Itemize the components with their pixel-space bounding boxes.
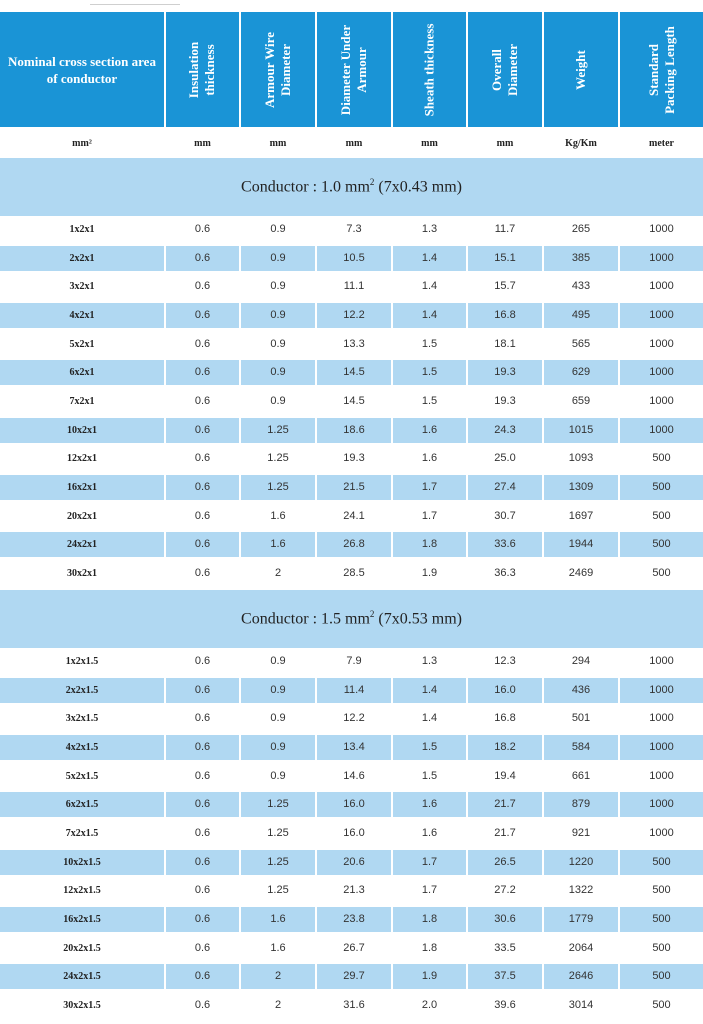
table-row [0,504,703,529]
cell-sheath: 1.4 [421,280,438,293]
cell-size: 16x2x1.5 [0,907,164,932]
cell-dia-under-armour: 13.3 [343,337,365,350]
header-sheath [393,12,466,127]
cell-armour-wire: 1.25 [267,452,289,465]
header-size-label: Nominal cross section area of conductor [8,53,156,86]
cell-insulation: 0.6 [166,964,239,989]
cell-armour-wire: 1.25 [267,884,289,897]
cell-size: 10x2x1 [0,418,164,443]
cell-packing-length: 500 [652,452,671,465]
cell-size: 4x2x1 [0,303,164,328]
unit-sheath: mm [421,138,438,149]
cell-overall-dia: 30.7 [494,509,516,522]
cell-dia-under-armour: 26.7 [343,941,365,954]
cell-insulation: 0.6 [194,769,211,782]
cell-overall-dia: 24.3 [468,418,542,443]
header-overall-dia-label: Overall Diameter [489,43,520,96]
table-row [0,850,703,875]
cell-dia-under-armour: 12.2 [317,303,391,328]
header-size [0,12,164,127]
cell-size: 30x2x1 [67,567,97,579]
header-sheath-label: Sheath thickness [421,23,437,116]
cell-insulation: 0.6 [194,394,211,407]
cell-packing-length: 1000 [620,792,703,817]
cell-sheath: 1.6 [421,452,438,465]
cell-overall-dia: 25.0 [494,452,516,465]
cell-sheath: 1.5 [421,337,438,350]
cell-size: 5x2x1.5 [65,770,99,782]
table-row [0,475,703,500]
cell-sheath: 1.3 [421,223,438,235]
cell-sheath: 1.9 [421,566,438,579]
cell-packing-length: 1000 [649,337,674,350]
top-margin [0,0,703,12]
cell-armour-wire: 0.9 [241,360,315,385]
cell-overall-dia: 15.7 [494,280,516,293]
cell-weight: 3014 [568,998,594,1011]
cell-overall-dia: 36.3 [494,566,516,579]
unit-dia-under-armour: mm [345,138,363,149]
section-title-superscript: 2 [369,177,375,188]
cell-overall-dia: 12.3 [494,655,516,667]
cell-armour-wire: 1.25 [241,418,315,443]
cell-sheath: 1.6 [393,418,466,443]
cell-weight: 879 [544,792,618,817]
cell-insulation: 0.6 [166,850,239,875]
cell-armour-wire: 2 [241,964,315,989]
cell-sheath: 1.8 [393,532,466,557]
cell-overall-dia: 26.5 [468,850,542,875]
cell-overall-dia: 33.5 [494,941,516,954]
cell-armour-wire: 1.6 [241,532,315,557]
cell-size: 12x2x1 [67,453,97,465]
section-title-prefix: Conductor : 1.0 mm [241,178,370,196]
cell-dia-under-armour: 16.0 [343,826,365,839]
header-weight [544,12,618,127]
cell-weight: 1697 [568,509,594,522]
cell-sheath: 1.4 [393,246,466,271]
cell-packing-length: 1000 [649,712,674,725]
cell-armour-wire: 0.9 [270,394,286,407]
cell-armour-wire: 0.9 [270,769,286,782]
cell-weight: 661 [571,769,591,782]
cell-size: 24x2x1 [0,532,164,557]
cell-sheath: 2.0 [421,998,438,1011]
cell-insulation: 0.6 [194,223,211,235]
cell-dia-under-armour: 18.6 [317,418,391,443]
cell-dia-under-armour: 14.5 [317,360,391,385]
cell-insulation: 0.6 [166,735,239,760]
cell-weight: 385 [544,246,618,271]
cell-sheath: 1.6 [393,792,466,817]
cell-sheath: 1.6 [421,826,438,839]
cell-size: 16x2x1 [0,475,164,500]
cell-overall-dia: 19.4 [494,769,516,782]
header-packing-length-label: Standard Packing Length [645,25,677,114]
cell-size: 6x2x1.5 [0,792,164,817]
cell-overall-dia: 39.6 [494,998,516,1011]
cell-overall-dia: 16.8 [468,303,542,328]
table-row [0,964,703,989]
cell-size: 6x2x1 [0,360,164,385]
cell-insulation: 0.6 [194,509,211,522]
cell-dia-under-armour: 14.5 [343,394,365,407]
cell-weight: 433 [571,280,591,293]
header-dia-under-armour [317,12,391,127]
cell-dia-under-armour: 10.5 [317,246,391,271]
cell-insulation: 0.6 [166,418,239,443]
cell-packing-length: 1000 [620,418,703,443]
cell-overall-dia: 16.8 [494,712,516,725]
cell-size: 7x2x1 [69,395,95,407]
cell-weight: 1944 [544,532,618,557]
cell-packing-length: 1000 [649,826,674,839]
cell-size: 1x2x1 [69,224,95,235]
table-row [0,446,703,471]
cell-dia-under-armour: 23.8 [317,907,391,932]
cell-dia-under-armour: 21.3 [343,884,365,897]
table-row [0,936,703,961]
cell-weight: 565 [571,337,591,350]
cell-weight: 629 [544,360,618,385]
cell-sheath: 1.4 [421,712,438,725]
table-row [0,678,703,703]
cell-packing-length: 500 [620,964,703,989]
cell-dia-under-armour: 29.7 [317,964,391,989]
cell-insulation: 0.6 [194,566,211,579]
cell-dia-under-armour: 31.6 [343,998,365,1011]
cell-weight: 921 [571,826,591,839]
table-row [0,907,703,932]
cell-size: 12x2x1.5 [63,885,101,897]
cell-armour-wire: 2 [274,998,282,1011]
cell-dia-under-armour: 12.2 [343,712,365,725]
cell-sheath: 1.5 [421,394,438,407]
cell-armour-wire: 0.9 [241,735,315,760]
cell-overall-dia: 30.6 [468,907,542,932]
cell-dia-under-armour: 19.3 [343,452,365,465]
table-row [0,217,703,242]
cell-packing-length: 1000 [620,678,703,703]
cell-packing-length: 1000 [649,394,674,407]
unit-packing-length: meter [649,138,674,149]
table-row [0,735,703,760]
cell-weight: 1322 [568,884,594,897]
cell-dia-under-armour: 11.1 [343,280,365,293]
cell-armour-wire: 0.9 [270,655,286,667]
cell-weight: 1093 [568,452,594,465]
table-row [0,246,703,271]
cell-armour-wire: 1.6 [241,907,315,932]
cell-size: 7x2x1.5 [65,827,99,839]
cell-armour-wire: 2 [274,566,282,579]
cell-packing-length: 500 [620,532,703,557]
cell-insulation: 0.6 [194,826,211,839]
cell-insulation: 0.6 [194,712,211,725]
cell-sheath: 1.7 [393,850,466,875]
cell-armour-wire: 0.9 [241,246,315,271]
cell-overall-dia: 18.1 [494,337,516,350]
cell-packing-length: 500 [652,884,671,897]
cell-insulation: 0.6 [194,452,211,465]
cell-insulation: 0.6 [194,998,211,1011]
cell-armour-wire: 0.9 [241,678,315,703]
table-row [0,532,703,557]
unit-armour-wire: mm [269,138,287,149]
cell-packing-length: 1000 [649,655,674,667]
section-title [241,177,462,196]
cell-size: 3x2x1 [69,281,95,293]
header-packing-length [620,12,703,127]
cell-overall-dia: 15.1 [468,246,542,271]
cell-insulation: 0.6 [194,655,211,667]
unit-weight: Kg/Km [565,138,597,149]
cell-armour-wire: 0.9 [270,337,286,350]
section-title [241,609,462,628]
header-dia-under-armour-label: Diameter Under Armour [338,24,369,115]
cell-armour-wire: 1.6 [270,941,286,954]
cell-packing-length: 500 [652,998,671,1011]
cell-packing-length: 500 [652,566,671,579]
cell-armour-wire: 0.9 [241,303,315,328]
cell-armour-wire: 1.25 [241,850,315,875]
section-banner [0,158,703,216]
cell-packing-length: 1000 [620,303,703,328]
cell-dia-under-armour: 21.5 [317,475,391,500]
header-insulation-label: Insulation thickness [186,41,218,98]
cell-overall-dia: 16.0 [468,678,542,703]
cell-packing-length: 500 [620,850,703,875]
cell-sheath: 1.7 [421,884,438,897]
cell-armour-wire: 1.25 [241,792,315,817]
cell-dia-under-armour: 13.4 [317,735,391,760]
cell-armour-wire: 0.9 [270,280,286,293]
cell-sheath: 1.3 [421,655,438,667]
cell-weight: 659 [571,394,591,407]
header-weight-label: Weight [572,49,588,90]
cell-overall-dia: 27.2 [494,884,516,897]
cell-weight: 495 [544,303,618,328]
cell-armour-wire: 0.9 [270,223,286,235]
cell-sheath: 1.5 [421,769,438,782]
cell-size: 20x2x1 [67,510,97,522]
cell-overall-dia: 11.7 [494,223,516,235]
cell-packing-length: 500 [652,941,671,954]
cell-sheath: 1.5 [393,360,466,385]
cell-insulation: 0.6 [166,246,239,271]
cell-packing-length: 1000 [649,223,674,235]
cell-overall-dia: 33.6 [468,532,542,557]
cell-insulation: 0.6 [194,884,211,897]
cell-insulation: 0.6 [166,360,239,385]
unit-overall-dia: mm [496,138,514,149]
table-row [0,993,703,1018]
header-insulation [166,12,239,127]
cell-weight: 265 [571,223,591,235]
table-row [0,274,703,299]
cell-overall-dia: 18.2 [468,735,542,760]
cell-size: 2x2x1 [0,246,164,271]
cell-weight: 294 [571,655,591,667]
cell-weight: 2064 [568,941,594,954]
header-armour-wire [241,12,315,127]
cell-armour-wire: 1.25 [241,475,315,500]
cell-packing-length: 1000 [649,280,674,293]
cell-size: 1x2x1.5 [65,656,99,667]
cell-armour-wire: 0.9 [270,712,286,725]
cell-dia-under-armour: 7.3 [346,223,362,235]
section-title-prefix: Conductor : 1.5 mm [241,610,370,628]
cell-packing-length: 500 [620,907,703,932]
cell-dia-under-armour: 20.6 [317,850,391,875]
section-title-superscript: 2 [369,609,375,620]
table-row [0,389,703,414]
cell-insulation: 0.6 [166,678,239,703]
table-row [0,706,703,731]
table-row [0,303,703,328]
header-overall-dia [468,12,542,127]
cell-weight: 584 [544,735,618,760]
cell-sheath: 1.4 [393,678,466,703]
cell-insulation: 0.6 [194,941,211,954]
table-row [0,561,703,586]
cell-weight: 1779 [544,907,618,932]
cell-overall-dia: 37.5 [468,964,542,989]
cell-size: 24x2x1.5 [0,964,164,989]
cell-size: 30x2x1.5 [63,999,101,1011]
cell-dia-under-armour: 11.4 [317,678,391,703]
cell-dia-under-armour: 28.5 [343,566,365,579]
cell-sheath: 1.7 [393,475,466,500]
table-row [0,878,703,903]
cell-packing-length: 1000 [620,735,703,760]
cell-packing-length: 500 [620,475,703,500]
section-title-suffix: (7x0.53 mm) [374,610,462,628]
section-banner [0,590,703,648]
cell-insulation: 0.6 [166,907,239,932]
cell-weight: 2469 [568,566,594,579]
cell-overall-dia: 19.3 [468,360,542,385]
cell-dia-under-armour: 26.8 [317,532,391,557]
cell-insulation: 0.6 [166,532,239,557]
table-row [0,764,703,789]
table-row [0,649,703,674]
cell-size: 10x2x1.5 [0,850,164,875]
cell-insulation: 0.6 [166,475,239,500]
section-title-suffix: (7x0.43 mm) [374,178,462,196]
cell-sheath: 1.7 [421,509,438,522]
table-row [0,821,703,846]
cell-packing-length: 500 [652,509,671,522]
cell-weight: 501 [571,712,591,725]
cell-weight: 1309 [544,475,618,500]
cell-sheath: 1.8 [421,941,438,954]
cell-overall-dia: 27.4 [468,475,542,500]
unit-size: mm² [72,138,92,149]
header-armour-wire-label: Armour Wire Diameter [262,31,294,108]
cell-packing-length: 1000 [620,360,703,385]
cell-packing-length: 1000 [649,769,674,782]
cell-insulation: 0.6 [194,280,211,293]
cell-dia-under-armour: 14.6 [343,769,365,782]
cell-sheath: 1.5 [393,735,466,760]
cell-size: 3x2x1.5 [65,713,99,725]
cell-weight: 2646 [544,964,618,989]
cell-overall-dia: 21.7 [494,826,516,839]
cell-overall-dia: 19.3 [494,394,516,407]
cell-dia-under-armour: 16.0 [317,792,391,817]
cell-weight: 1220 [544,850,618,875]
cell-weight: 436 [544,678,618,703]
cell-weight: 1015 [544,418,618,443]
cell-size: 5x2x1 [69,338,95,350]
cropped-title-fragment [90,0,180,5]
cell-armour-wire: 1.6 [270,509,286,522]
cell-size: 2x2x1.5 [0,678,164,703]
cell-dia-under-armour: 24.1 [343,509,365,522]
cell-sheath: 1.9 [393,964,466,989]
table-row [0,418,703,443]
table-row [0,792,703,817]
cell-insulation: 0.6 [166,303,239,328]
cell-armour-wire: 1.25 [267,826,289,839]
table-row [0,332,703,357]
cell-overall-dia: 21.7 [468,792,542,817]
cell-packing-length: 1000 [620,246,703,271]
cell-insulation: 0.6 [166,792,239,817]
cell-sheath: 1.8 [393,907,466,932]
table-row [0,360,703,385]
cell-size: 4x2x1.5 [0,735,164,760]
cell-insulation: 0.6 [194,337,211,350]
cell-sheath: 1.4 [393,303,466,328]
cell-dia-under-armour: 7.9 [346,655,362,667]
unit-insulation: mm [194,138,211,149]
cell-size: 20x2x1.5 [63,942,101,954]
